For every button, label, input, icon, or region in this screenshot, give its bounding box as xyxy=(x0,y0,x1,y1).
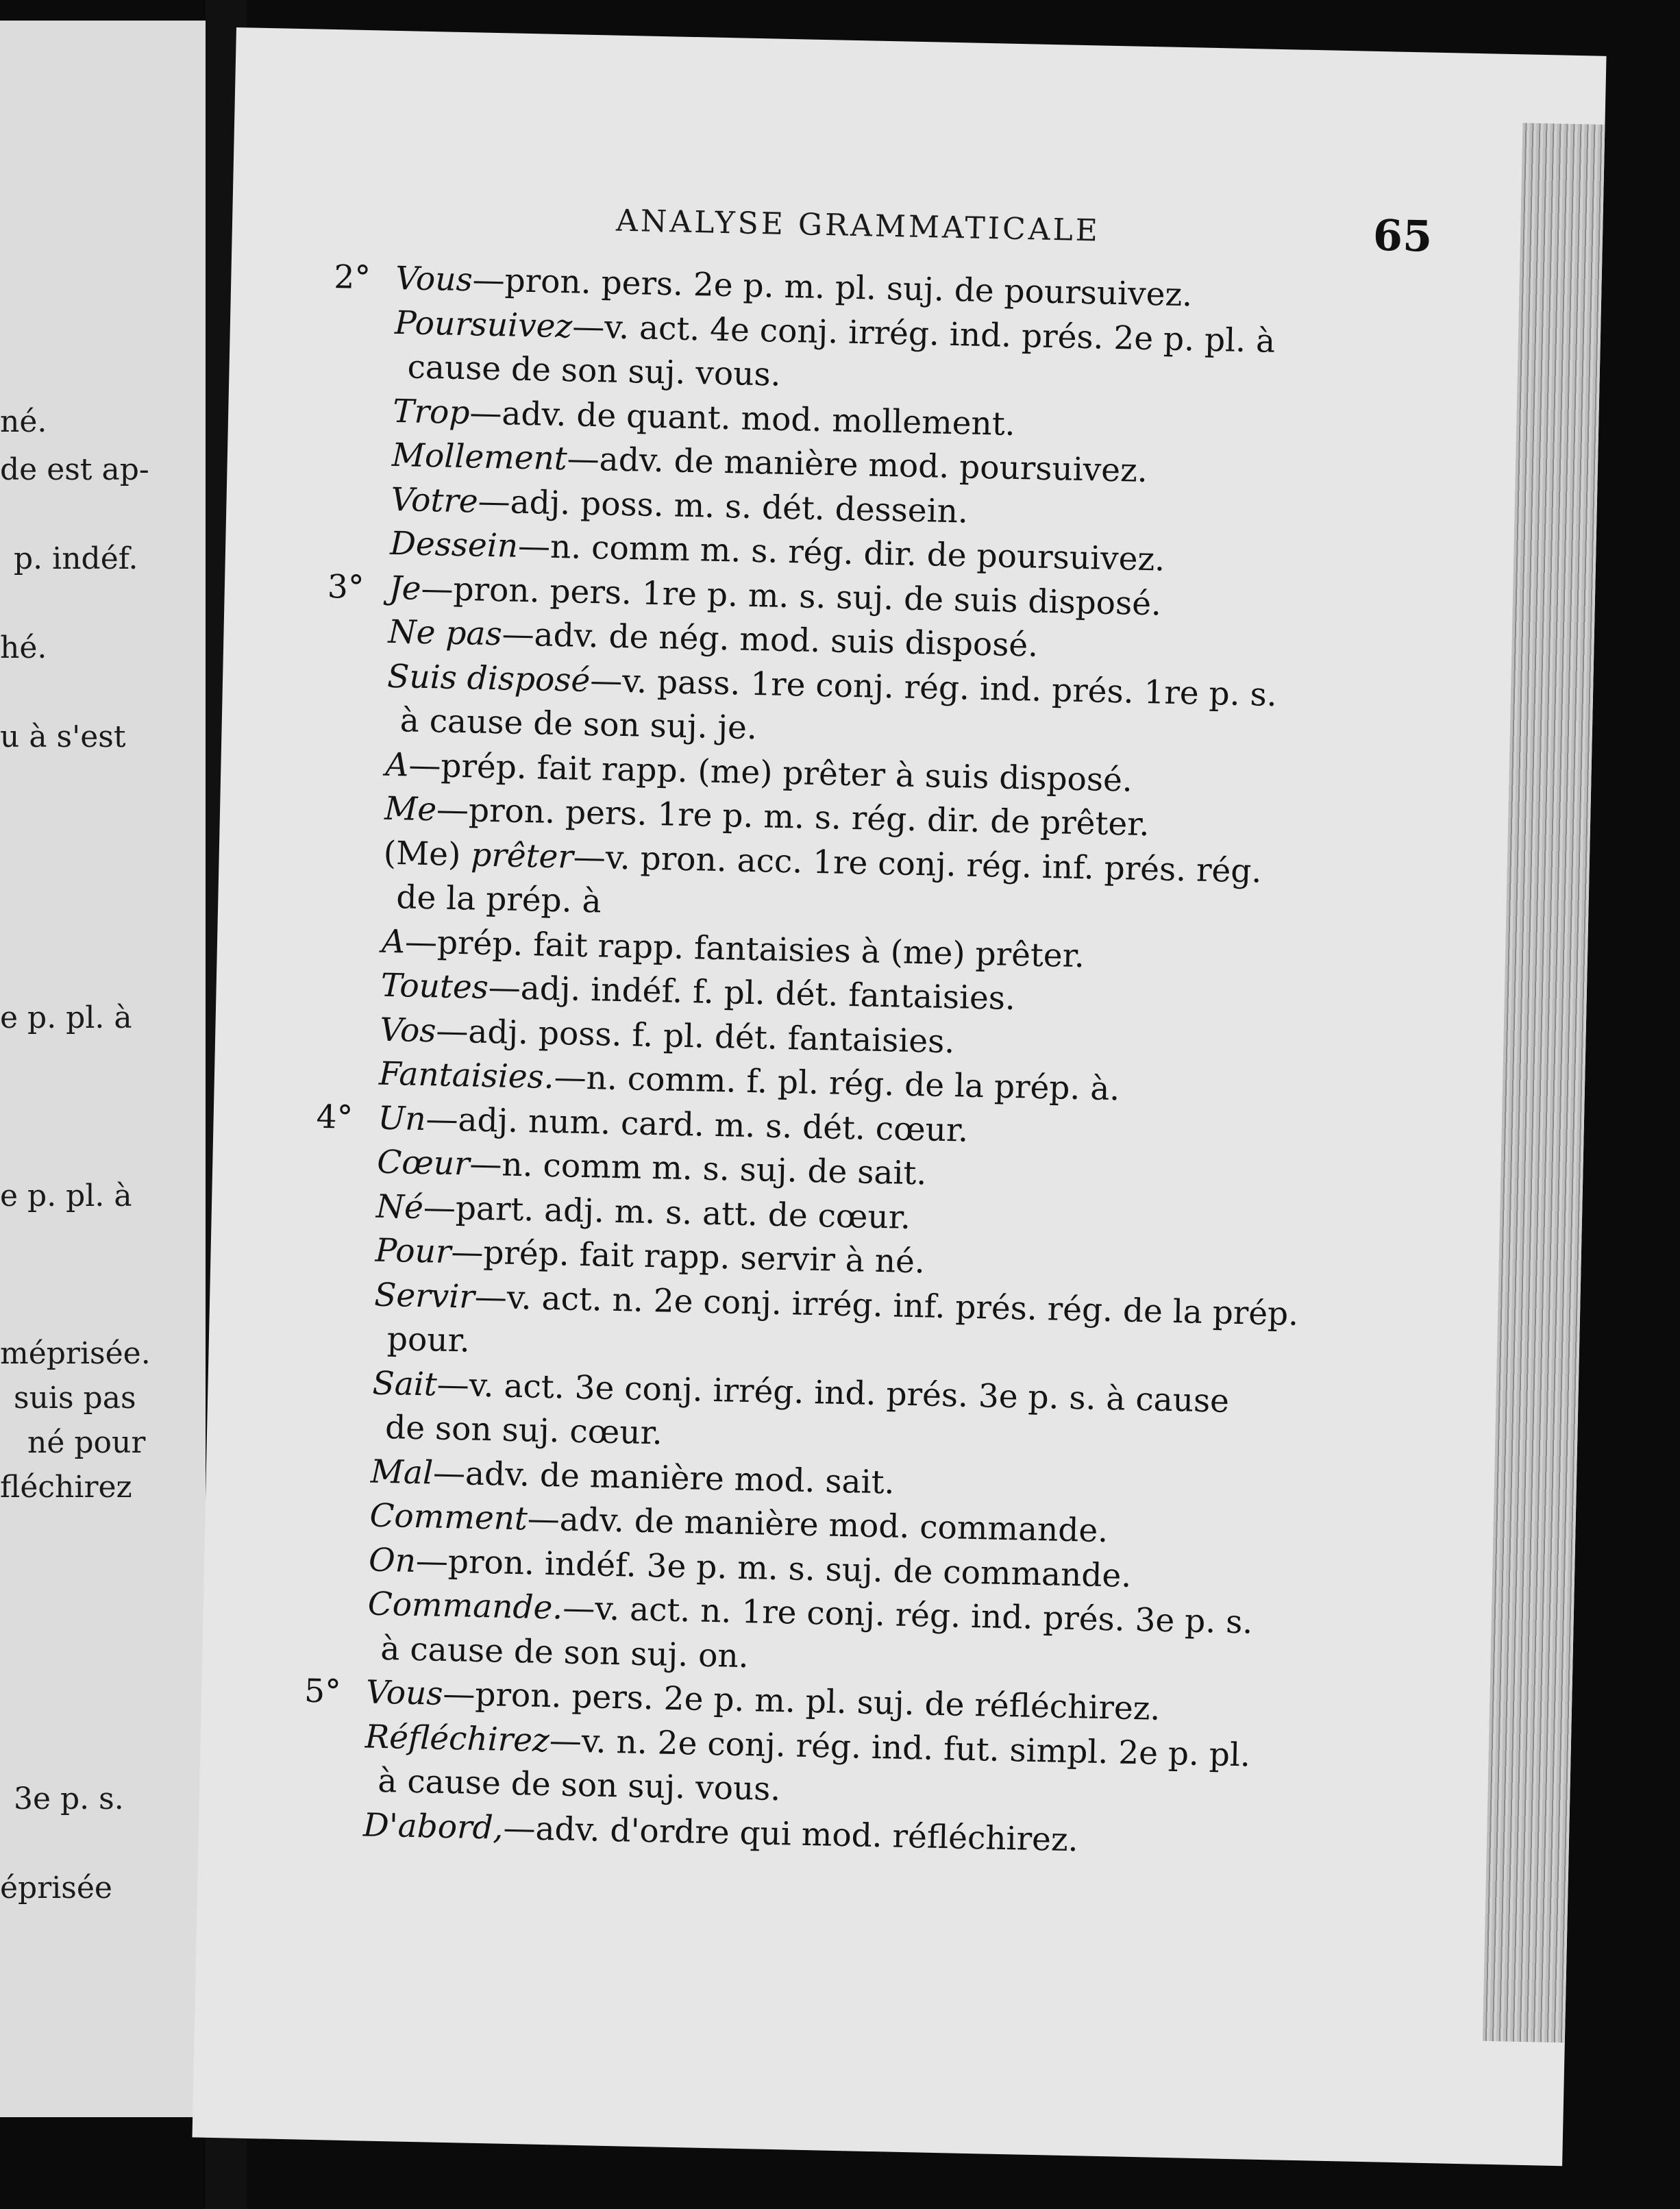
analyzed-word: A xyxy=(381,922,406,961)
grammatical-gloss: —v. act. 4e conj. irrég. ind. prés. 2e p. pl. à xyxy=(571,307,1276,360)
grammatical-gloss: —adj. num. card. m. s. dét. cœur. xyxy=(425,1100,969,1150)
grammatical-gloss: —prép. fait rapp. (me) prêter à suis disposé. xyxy=(408,746,1133,800)
page-number: 65 xyxy=(1372,210,1433,262)
continuation-text: pour. xyxy=(386,1320,471,1360)
analyzed-word: Vos xyxy=(379,1011,437,1050)
section-number: 2° xyxy=(333,258,371,297)
left-fragment: méprisée. xyxy=(0,1336,151,1371)
left-fragment: 3e p. s. xyxy=(14,1781,124,1816)
analyzed-word: Vous xyxy=(395,259,473,299)
grammatical-gloss: —adj. poss. m. s. dét. dessein. xyxy=(478,482,969,531)
grammatical-gloss: —v. pron. acc. 1re conj. rég. inf. prés. rég. xyxy=(573,838,1262,891)
continuation-text: de la prép. à xyxy=(395,878,602,921)
continuation-text: à cause de son suj. je. xyxy=(399,702,758,748)
grammatical-gloss: —adv. de quant. mod. mollement. xyxy=(469,393,1016,443)
section-number: 5° xyxy=(304,1672,342,1711)
analyzed-word: Comment xyxy=(369,1496,528,1538)
grammatical-gloss: —n. comm. f. pl. rég. de la prép. à. xyxy=(554,1059,1120,1109)
left-fragment: hé. xyxy=(0,630,47,665)
continuation-text: cause de son suj. vous. xyxy=(407,348,782,394)
analyzed-word: Poursuivez xyxy=(394,304,573,345)
section-number: 4° xyxy=(316,1098,354,1137)
grammatical-gloss: —adv. de manière mod. sait. xyxy=(432,1453,895,1502)
left-page xyxy=(0,21,212,2117)
analyzed-word: Suis disposé xyxy=(386,657,591,700)
analyzed-word: Vous xyxy=(365,1673,444,1713)
analyzed-word: Pour xyxy=(375,1231,452,1271)
grammatical-gloss: —pron. pers. 2e p. m. pl. suj. de réfléchirez. xyxy=(442,1675,1161,1728)
grammatical-gloss: —adv. de manière mod. poursuivez. xyxy=(567,440,1148,490)
grammatical-gloss: —adv. d'ordre qui mod. réfléchirez. xyxy=(502,1809,1079,1859)
grammatical-gloss: —pron. pers. 1re p. m. s. suj. de suis disposé. xyxy=(420,569,1162,623)
analyzed-word: Sait xyxy=(372,1364,438,1404)
analyzed-word: Commande. xyxy=(367,1585,563,1627)
grammatical-gloss: —n. comm m. s. suj. de sait. xyxy=(469,1145,927,1193)
analyzed-word: Servir xyxy=(373,1276,475,1316)
continuation-text: de son suj. cœur. xyxy=(384,1409,663,1453)
analyzed-word: Cœur xyxy=(376,1143,471,1183)
left-fragment: fléchirez xyxy=(0,1470,132,1505)
analyzed-word: A xyxy=(384,745,410,784)
grammatical-gloss: —v. act. n. 1re conj. rég. ind. prés. 3e p. s. xyxy=(562,1589,1253,1642)
grammatical-gloss: —pron. indéf. 3e p. m. s. suj. de commande. xyxy=(415,1542,1132,1595)
continuation-text: à cause de son suj. vous. xyxy=(377,1762,781,1809)
analyzed-word: Réfléchirez xyxy=(365,1717,550,1760)
analyzed-word: Né xyxy=(375,1187,424,1226)
continuation-text: à cause de son suj. on. xyxy=(380,1629,750,1675)
grammatical-gloss: —prép. fait rapp. servir à né. xyxy=(450,1233,926,1281)
analyzed-word: Ne pas xyxy=(387,613,503,654)
grammatical-gloss: —v. n. 2e conj. rég. ind. fut. simpl. 2e p. pl. xyxy=(549,1721,1251,1775)
grammatical-gloss: —prép. fait rapp. fantaisies à (me) prêter. xyxy=(404,922,1085,975)
grammatical-gloss: —adv. de nég. mod. suis disposé. xyxy=(502,615,1039,665)
analyzed-word: On xyxy=(368,1541,417,1580)
analyzed-word: Mollement xyxy=(391,436,568,478)
left-fragment: p. indéf. xyxy=(14,541,138,576)
left-fragment: e p. pl. à xyxy=(0,1000,132,1035)
left-fragment: e p. pl. à xyxy=(0,1178,132,1213)
left-fragment: né. xyxy=(0,404,47,439)
grammatical-gloss: —v. act. n. 2e conj. irrég. inf. prés. rég. de la prép. xyxy=(474,1278,1299,1333)
analysis-entries xyxy=(301,256,1498,1871)
grammatical-gloss: —pron. pers. 2e p. m. pl. suj. de poursuivez. xyxy=(472,261,1193,314)
analyzed-word: Fantaisies. xyxy=(378,1054,555,1097)
grammatical-gloss: —adj. indéf. f. pl. dét. fantaisies. xyxy=(488,969,1016,1018)
analyzed-word: Dessein xyxy=(389,524,519,565)
entry-prefix: (Me) xyxy=(383,834,471,874)
grammatical-gloss: —n. comm m. s. rég. dir. de poursuivez. xyxy=(517,527,1165,579)
running-head: ANALYSE GRAMMATICALE xyxy=(615,203,1101,249)
grammatical-gloss: —v. pass. 1re conj. rég. ind. prés. 1re p. s. xyxy=(589,661,1278,714)
analyzed-word: Je xyxy=(388,569,422,608)
analyzed-word: D'abord, xyxy=(362,1805,504,1847)
grammatical-gloss: —v. act. 3e conj. irrég. ind. prés. 3e p. s. à cause xyxy=(436,1366,1230,1420)
analyzed-word: Un xyxy=(378,1099,427,1138)
page-edges xyxy=(1483,123,1605,2043)
analyzed-word: Toutes xyxy=(380,966,489,1007)
analyzed-word: Votre xyxy=(391,480,479,521)
analyzed-word: Me xyxy=(384,789,437,829)
grammatical-gloss: —pron. pers. 1re p. m. s. rég. dir. de prêter. xyxy=(436,791,1150,844)
left-fragment: né pour xyxy=(27,1425,146,1460)
analyzed-word: Mal xyxy=(370,1453,434,1492)
grammatical-gloss: —adj. poss. f. pl. dét. fantaisies. xyxy=(435,1011,955,1061)
left-fragment: de est ap- xyxy=(0,452,149,487)
grammatical-gloss: —adv. de manière mod. commande. xyxy=(527,1500,1109,1551)
grammatical-gloss: —part. adj. m. s. att. de cœur. xyxy=(423,1188,911,1237)
left-fragment: éprisée xyxy=(0,1871,112,1905)
left-fragment: u à s'est xyxy=(0,719,126,754)
left-fragment: suis pas xyxy=(14,1381,136,1416)
section-number: 3° xyxy=(327,567,365,606)
right-page xyxy=(192,27,1606,2166)
analyzed-word: Trop xyxy=(392,392,471,432)
analyzed-word: prêter xyxy=(470,835,574,876)
